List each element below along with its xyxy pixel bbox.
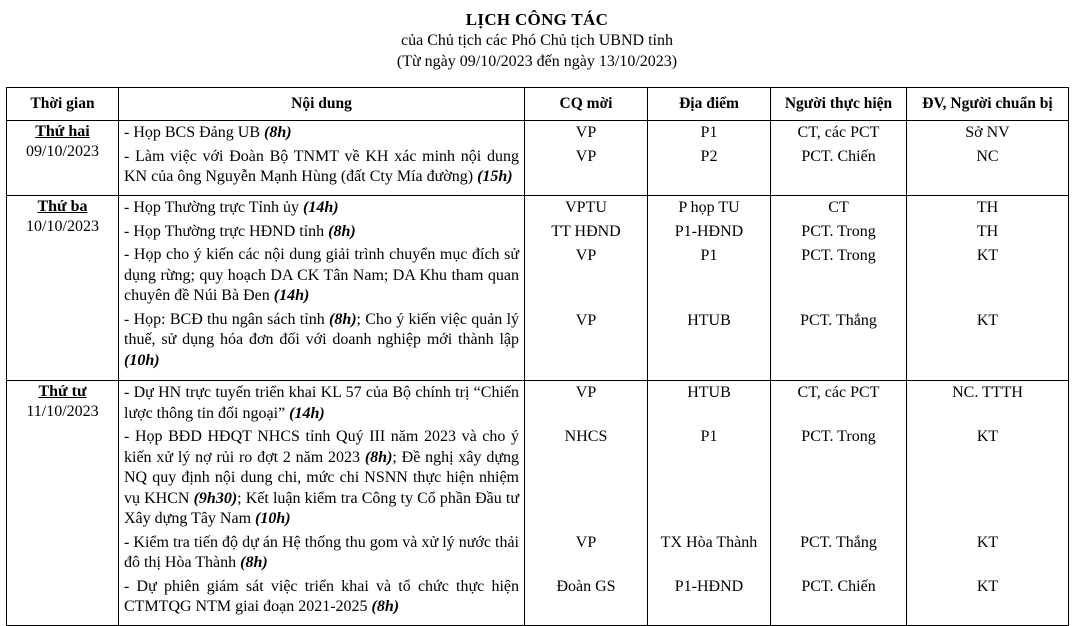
person-value: CT, các PCT — [797, 384, 880, 401]
preparer-cell — [907, 121, 1069, 196]
inviter-value: VP — [575, 247, 597, 264]
agenda-item-text: - Họp Thường trực HĐND tỉnh — [124, 222, 329, 240]
location-value: HTUB — [687, 312, 731, 329]
person-value: PCT. Trong — [801, 428, 876, 445]
header-row — [7, 88, 1069, 121]
location-cell — [648, 121, 771, 196]
agenda-item-text: - Họp: BCĐ thu ngân sách tỉnh — [124, 310, 329, 328]
day-row — [7, 121, 1069, 196]
location-cell — [648, 381, 771, 626]
day-date: 11/10/2023 — [26, 403, 99, 420]
location-value: P1 — [700, 124, 718, 141]
agenda-item — [124, 222, 519, 243]
inviter-cell — [525, 121, 648, 196]
inviter-value: VP — [575, 148, 597, 165]
location-value: P1-HĐND — [674, 578, 744, 595]
agenda-item-time: (8h) — [328, 310, 357, 328]
day-label — [7, 381, 118, 426]
col-header-content: Nội dung — [119, 88, 525, 121]
day-name: Thứ hai — [35, 123, 90, 140]
agenda-item-text: ; Cho ý kiến việc quản lý thuế, sử dụng hóa đơn đối với doanh nghiệp mới thành lập — [124, 310, 520, 348]
day-date: 09/10/2023 — [26, 143, 99, 160]
inviter-value: VP — [575, 384, 597, 401]
day-row — [7, 381, 1069, 626]
preparer-cell — [907, 381, 1069, 626]
person-value: PCT. Thắng — [800, 534, 877, 551]
agenda-item — [124, 245, 519, 307]
schedule-subtitle: của Chủ tịch các Phó Chủ tịch UBND tỉnh — [401, 32, 673, 49]
location-value: P1 — [700, 247, 718, 264]
day-cell — [7, 196, 119, 381]
agenda-item-text: - Họp BCS Đảng UB — [124, 124, 265, 141]
agenda-item — [124, 123, 519, 144]
day-cell — [7, 121, 119, 196]
agenda-item-text: - Dự phiên giám sát việc triển khai và tổ chức thực hiện CTMTQG NTM giai đoạn 2021-2025 — [124, 577, 519, 615]
agenda-item — [124, 427, 519, 530]
agenda-item — [124, 147, 519, 188]
preparer-value: KT — [976, 428, 999, 445]
preparer-value: KT — [976, 534, 999, 551]
agenda-item-time: (10h) — [124, 351, 160, 369]
schedule-date-range: (Từ ngày 09/10/2023 đến ngày 13/10/2023) — [396, 53, 678, 70]
col-header-location: Địa điểm — [648, 88, 771, 121]
inviter-value: VPTU — [565, 199, 607, 216]
col-header-person: Người thực hiện — [771, 88, 907, 121]
person-value: PCT. Thắng — [800, 312, 877, 329]
day-name: Thứ ba — [37, 198, 88, 215]
location-value: P1 — [700, 428, 718, 445]
agenda-item-time: (10h) — [255, 510, 291, 527]
agenda-item-time: (8h) — [364, 448, 393, 466]
col-header-inviter: CQ mời — [525, 88, 648, 121]
person-value: PCT. Trong — [801, 247, 876, 264]
agenda-item-time: (15h) — [477, 168, 513, 185]
agenda-item — [124, 533, 519, 574]
inviter-value: VP — [575, 124, 597, 141]
content-cell — [119, 121, 525, 196]
preparer-value: KT — [976, 578, 999, 595]
location-value: P họp TU — [678, 199, 740, 216]
inviter-value: VP — [575, 534, 597, 551]
agenda-item-time: (8h) — [240, 554, 268, 571]
agenda-item-time: (9h30) — [193, 489, 238, 507]
content-cell — [119, 381, 525, 626]
person-value: CT — [828, 199, 849, 216]
inviter-value: VP — [575, 312, 597, 329]
day-row — [7, 196, 1069, 381]
col-header-time: Thời gian — [7, 88, 119, 121]
agenda-item-time: (8h) — [371, 598, 400, 615]
day-name: Thứ tư — [38, 383, 87, 400]
agenda-item-text: - Làm việc với Đoàn Bộ TNMT về KH xác minh nội dung KN của ông Nguyễn Mạnh Hùng (đất Cty Mía đường) — [124, 147, 519, 185]
inviter-value: Đoàn GS — [556, 578, 616, 595]
day-cell — [7, 381, 119, 626]
agenda-item-time: (8h) — [264, 124, 292, 141]
location-value: HTUB — [687, 384, 731, 401]
agenda-item-time: (8h) — [328, 222, 356, 240]
person-value: PCT. Chiến — [801, 578, 876, 595]
inviter-value: NHCS — [564, 428, 608, 445]
day-date: 10/10/2023 — [26, 218, 99, 235]
person-value: CT, các PCT — [797, 124, 880, 141]
preparer-value: TH — [976, 223, 999, 240]
person-value: PCT. Chiến — [801, 148, 876, 165]
schedule-table — [6, 87, 1069, 626]
preparer-value: KT — [976, 247, 999, 264]
content-cell — [119, 196, 525, 381]
location-value: P2 — [700, 148, 718, 165]
agenda-item — [124, 198, 519, 219]
inviter-cell — [525, 196, 648, 381]
day-label — [7, 121, 118, 166]
preparer-value: Sở NV — [965, 124, 1010, 141]
preparer-cell — [907, 196, 1069, 381]
preparer-value: NC — [976, 148, 999, 165]
location-value: P1-HĐND — [674, 223, 744, 240]
agenda-item — [124, 310, 519, 372]
agenda-item-text: - Họp Thường trực Tỉnh ủy — [124, 199, 303, 216]
preparer-value: NC. TTTH — [952, 384, 1023, 401]
agenda-item-text: - Họp cho ý kiến các nội dung giải trình chuyển mục đích sử dụng rừng; quy hoạch DA CK Tân Nam; DA Khu tham quan chuyên đề Núi Bà Đen — [124, 246, 519, 304]
person-value: PCT. Trong — [801, 223, 876, 240]
agenda-item — [124, 577, 519, 618]
agenda-item-time: (14h) — [273, 287, 310, 304]
day-label — [7, 196, 118, 241]
col-header-preparer: ĐV, Người chuẩn bị — [907, 88, 1069, 121]
person-cell — [771, 196, 907, 381]
agenda-item-text: - Kiểm tra tiến độ dự án Hệ thống thu gom và xử lý nước thải đô thị Hòa Thành — [124, 533, 519, 571]
location-cell — [648, 196, 771, 381]
agenda-item — [124, 383, 519, 424]
schedule-title: LỊCH CÔNG TÁC — [465, 10, 609, 29]
preparer-value: KT — [976, 312, 999, 329]
preparer-value: TH — [976, 199, 999, 216]
person-cell — [771, 121, 907, 196]
inviter-value: TT HĐND — [551, 223, 621, 240]
location-value: TX Hòa Thành — [660, 534, 758, 551]
inviter-cell — [525, 381, 648, 626]
person-cell — [771, 381, 907, 626]
agenda-item-text: ; Đề nghị xây dựng NQ quy định nội dung chi, mức chi NSNN thực hiện nhiệm vụ KHCN — [124, 448, 519, 507]
agenda-item-time: (14h) — [289, 404, 325, 422]
agenda-item-time: (14h) — [302, 199, 339, 216]
agenda-item-text: - Họp BĐD HĐQT NHCS tỉnh Quý III năm 2023 và cho ý kiến xử lý nợ rủi ro đợt 2 năm 2023 — [124, 428, 519, 466]
agenda-item-text: ; Kết luận kiểm tra Công ty Cổ phần Đầu tư Xây dựng Tây Nam — [124, 489, 520, 527]
agenda-item-text: - Dự HN trực tuyến triển khai KL 57 của Bộ chính trị “Chiến lược thông tin đối ngoại” — [124, 384, 519, 422]
